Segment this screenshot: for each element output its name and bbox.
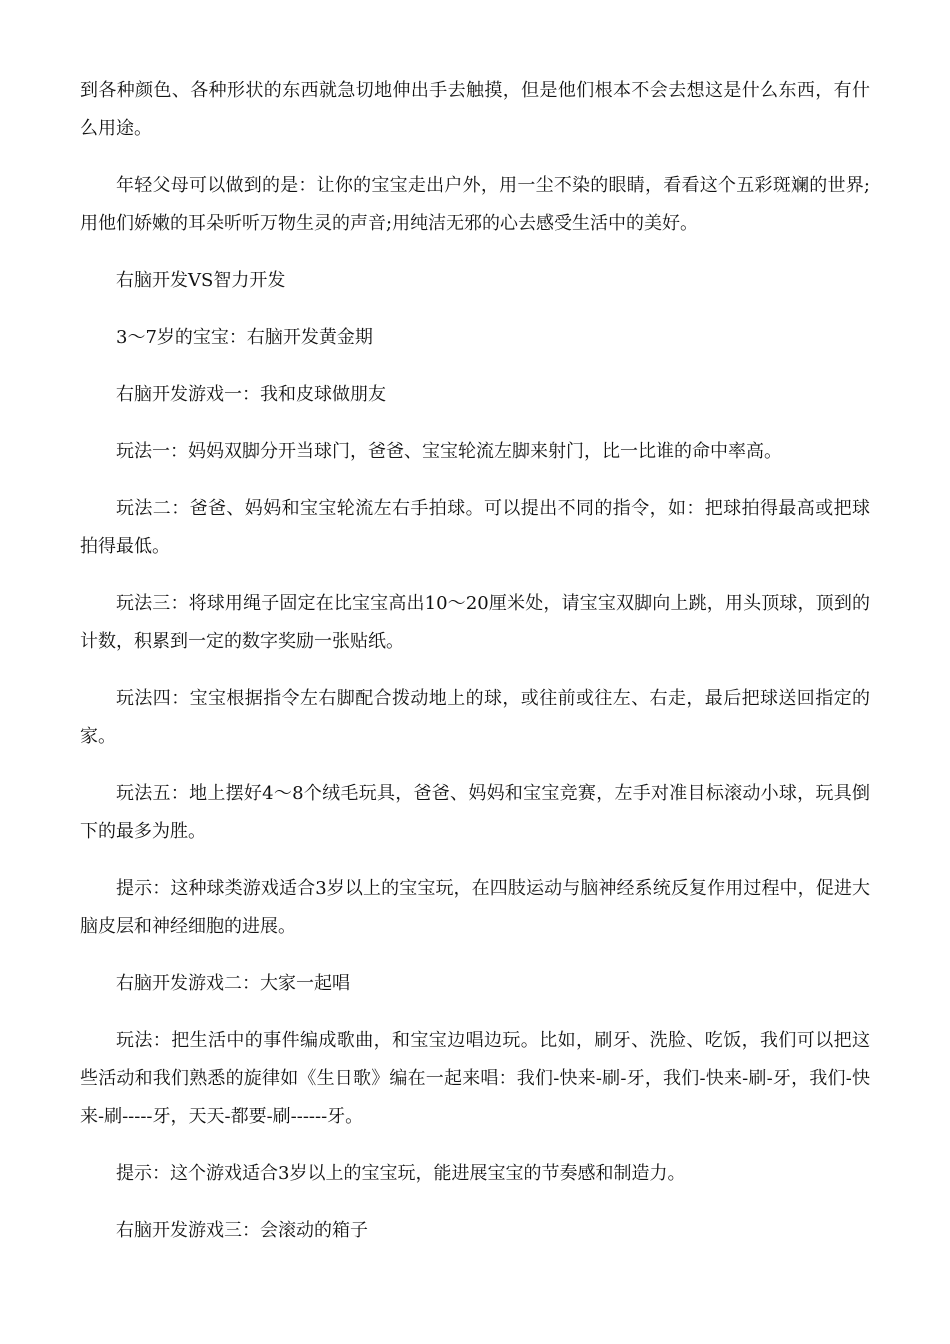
paragraph-continued: 到各种颜色、各种形状的东西就急切地伸出手去触摸，但是他们根本不会去想这是什么东西，有什么用途。 [80,80,870,139]
paragraph: 玩法四：宝宝根据指令左右脚配合拨动地上的球，或往前或往左、右走，最后把球送回指定的家。 [80,688,870,747]
section-heading: 3～7岁的宝宝：右脑开发黄金期 [116,327,373,348]
game-heading: 右脑开发游戏二：大家一起唱 [116,973,350,994]
tip-paragraph: 提示：这种球类游戏适合3岁以上的宝宝玩，在四肢运动与脑神经系统反复作用过程中，促进大脑皮层和神经细胞的进展。 [80,878,870,937]
tip-paragraph: 提示：这个游戏适合3岁以上的宝宝玩，能进展宝宝的节奏感和制造力。 [116,1163,686,1184]
paragraph: 玩法三：将球用绳子固定在比宝宝高出10～20厘米处，请宝宝双脚向上跳，用头顶球，顶到的计数，积累到一定的数字奖励一张贴纸。 [80,593,870,652]
paragraph: 玩法五：地上摆好4～8个绒毛玩具，爸爸、妈妈和宝宝竞赛，左手对准目标滚动小球，玩具倒下的最多为胜。 [80,783,870,842]
section-heading: 右脑开发VS智力开发 [116,270,286,291]
paragraph: 玩法一：妈妈双脚分开当球门，爸爸、宝宝轮流左脚来射门，比一比谁的命中率高。 [116,441,782,462]
game-heading: 右脑开发游戏三：会滚动的箱子 [116,1220,368,1241]
game-heading: 右脑开发游戏一：我和皮球做朋友 [116,384,386,405]
paragraph: 玩法二：爸爸、妈妈和宝宝轮流左右手拍球。可以提出不同的指令，如：把球拍得最高或把球拍得最低。 [80,498,870,557]
paragraph: 玩法：把生活中的事件编成歌曲，和宝宝边唱边玩。比如，刷牙、洗脸、吃饭，我们可以把这些活动和我们熟悉的旋律如《生日歌》编在一起来唱：我们-快来-刷-牙，我们-快来-刷-牙，我们-快来-刷-----牙，天天-都要-刷------牙。 [80,1030,870,1127]
paragraph: 年轻父母可以做到的是：让你的宝宝走出户外，用一尘不染的眼睛，看看这个五彩斑斓的世界;用他们娇嫩的耳朵听听万物生灵的声音;用纯洁无邪的心去感受生活中的美好。 [80,175,870,234]
document-body [80,72,870,1269]
